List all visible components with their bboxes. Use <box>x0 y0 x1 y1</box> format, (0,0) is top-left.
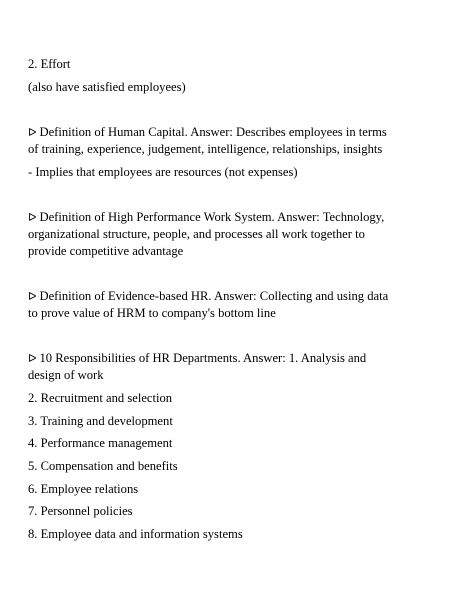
list-item: 5. Compensation and benefits <box>28 459 178 473</box>
evidence-based-hr-text: Definition of Evidence-based HR. Answer: Collecting and using data <box>39 289 389 303</box>
bullet-arrow-icon: ᐅ <box>28 126 37 139</box>
evidence-based-hr-definition <box>28 288 448 305</box>
human-capital-text: Definition of Human Capital. Answer: Describes employees in terms <box>39 125 387 139</box>
hpws-continued-1: organizational structure, people, and processes all work together to <box>28 227 365 241</box>
implies-line: - Implies that employees are resources (not expenses) <box>28 165 298 179</box>
list-item: 7. Personnel policies <box>28 504 133 518</box>
effort-line: 2. Effort <box>28 57 71 71</box>
hr-responsibilities-definition <box>28 350 448 367</box>
hpws-continued-2: provide competitive advantage <box>28 244 184 258</box>
satisfied-employees-line: (also have satisfied employees) <box>28 80 186 94</box>
list-item: 3. Training and development <box>28 414 173 428</box>
list-item: 4. Performance management <box>28 436 173 450</box>
human-capital-continued: of training, experience, judgement, intelligence, relationships, insights <box>28 142 383 156</box>
hpws-text: Definition of High Performance Work System. Answer: Technology, <box>39 210 385 224</box>
list-item: 6. Employee relations <box>28 482 139 496</box>
list-item: 8. Employee data and information systems <box>28 527 243 541</box>
hpws-definition <box>28 209 448 226</box>
bullet-arrow-icon: ᐅ <box>28 211 37 224</box>
evidence-based-hr-continued: to prove value of HRM to company's bottom line <box>28 306 276 320</box>
hr-responsibilities-text: 10 Responsibilities of HR Departments. Answer: 1. Analysis and <box>39 351 367 365</box>
bullet-arrow-icon: ᐅ <box>28 290 37 303</box>
human-capital-definition <box>28 124 448 141</box>
hr-responsibilities-continued: design of work <box>28 368 104 382</box>
list-item: 2. Recruitment and selection <box>28 391 173 405</box>
bullet-arrow-icon: ᐅ <box>28 352 37 365</box>
